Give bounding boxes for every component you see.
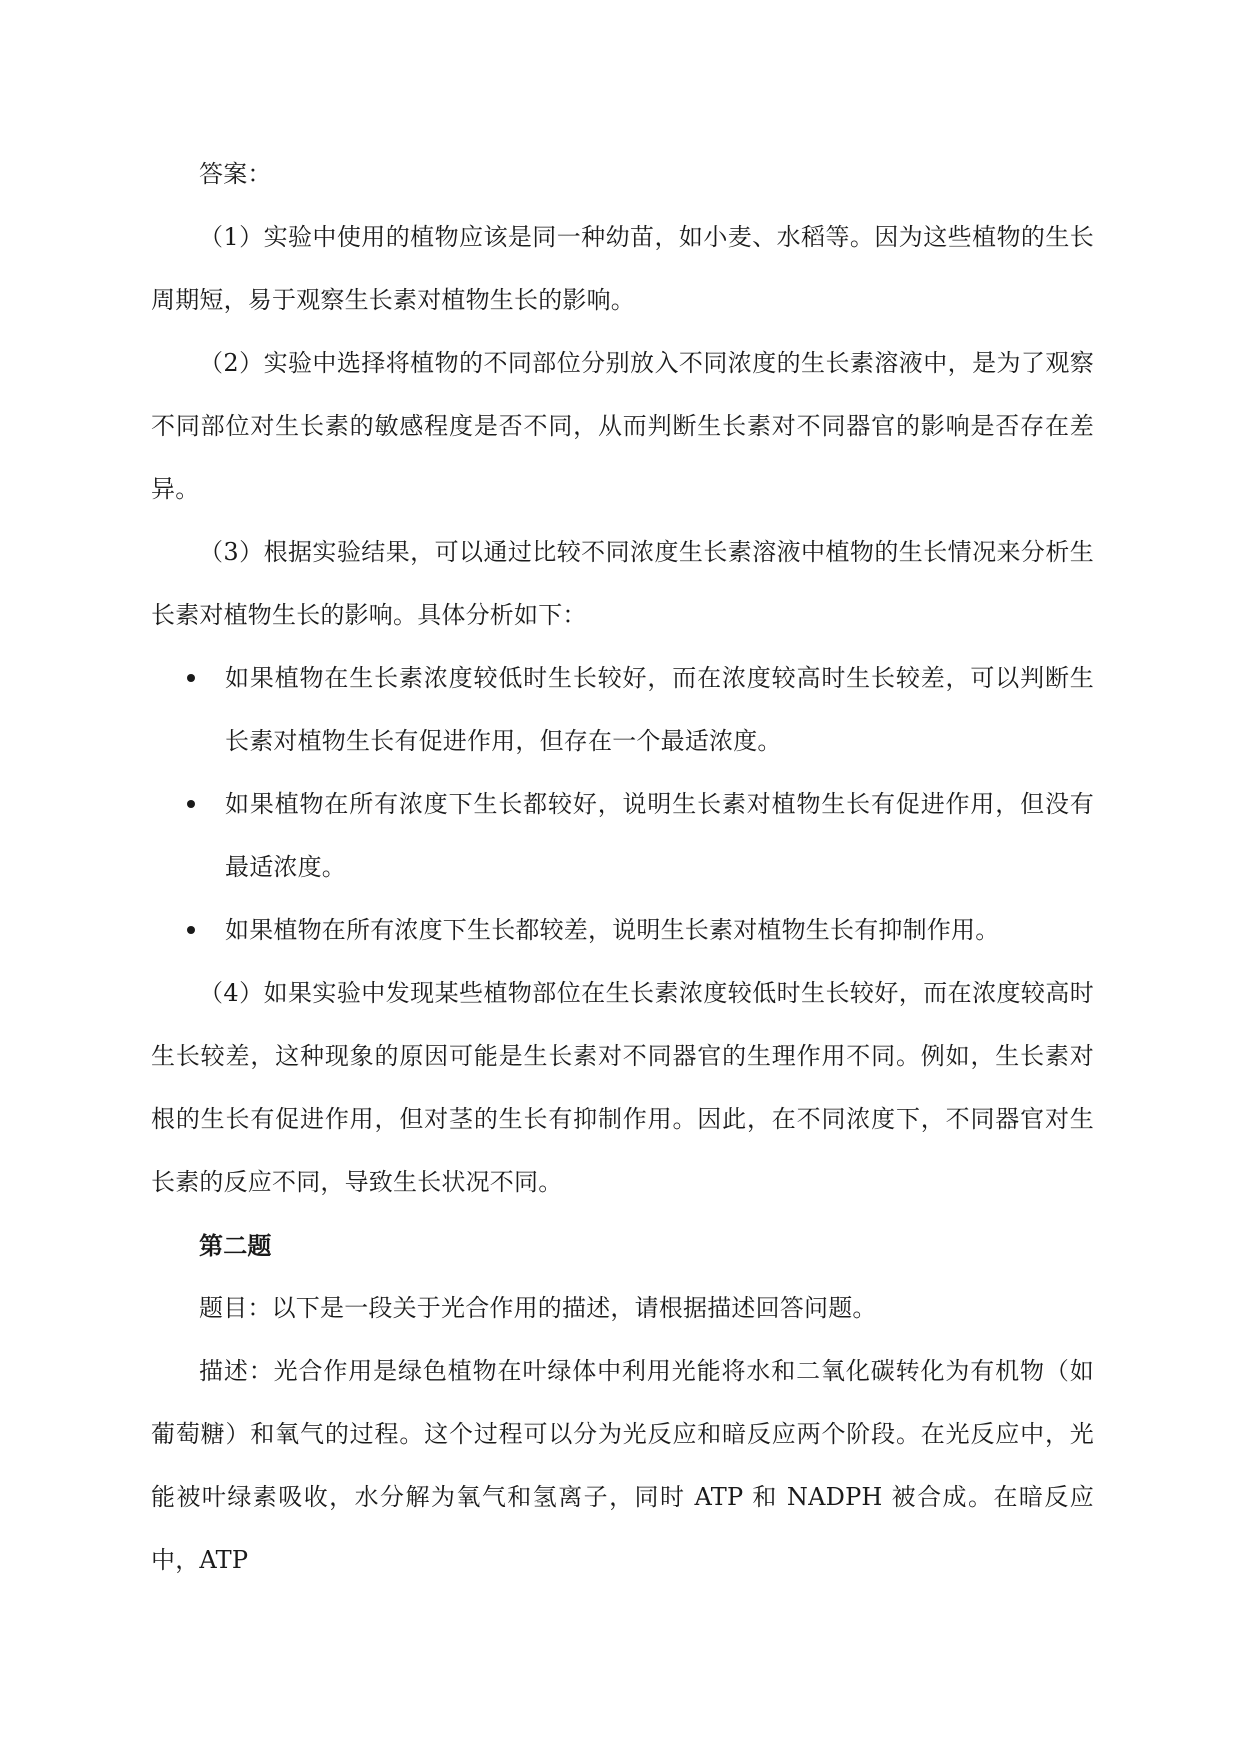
analysis-bullet-text: 如果植物在所有浓度下生长都较差，说明生长素对植物生长有抑制作用。 <box>225 916 1000 944</box>
photosynthesis-description: 描述：光合作用是绿色植物在叶绿体中利用光能将水和二氧化碳转化为有机物（如葡萄糖）和氧气的过程。这个过程可以分为光反应和暗反应两个阶段。在光反应中，光能被叶绿素吸收，水分解为氧气和氢离子，同时 ATP 和 NADPH 被合成。在暗反应中，ATP <box>151 1357 1094 1574</box>
document-body <box>151 143 1094 1592</box>
analysis-bullet-list <box>151 647 1094 962</box>
bullet-dot-icon <box>187 926 195 934</box>
bullet-dot-icon <box>187 674 195 682</box>
answer-label: 答案： <box>199 160 272 188</box>
answer-paragraph-1: （1）实验中使用的植物应该是同一种幼苗，如小麦、水稻等。因为这些植物的生长周期短，易于观察生长素对植物生长的影响。 <box>151 223 1094 314</box>
analysis-bullet-item <box>151 647 1094 773</box>
answer-paragraph-3: （3）根据实验结果，可以通过比较不同浓度生长素溶液中植物的生长情况来分析生长素对植物生长的影响。具体分析如下： <box>151 538 1094 629</box>
answer-paragraph-2: （2）实验中选择将植物的不同部位分别放入不同浓度的生长素溶液中，是为了观察不同部位对生长素的敏感程度是否不同，从而判断生长素对不同器官的影响是否存在差异。 <box>151 349 1094 503</box>
analysis-bullet-item <box>151 773 1094 899</box>
analysis-bullet-item <box>151 899 1094 962</box>
section-2-title: 第二题 <box>199 1231 272 1260</box>
answer-paragraph-4: （4）如果实验中发现某些植物部位在生长素浓度较低时生长较好，而在浓度较高时生长较差，这种现象的原因可能是生长素对不同器官的生理作用不同。例如，生长素对根的生长有促进作用，但对茎的生长有抑制作用。因此，在不同浓度下，不同器官对生长素的反应不同，导致生长状况不同。 <box>151 979 1094 1196</box>
analysis-bullet-text: 如果植物在所有浓度下生长都较好，说明生长素对植物生长有促进作用，但没有最适浓度。 <box>225 790 1094 881</box>
bullet-dot-icon <box>187 800 195 808</box>
question-prompt: 题目：以下是一段关于光合作用的描述，请根据描述回答问题。 <box>199 1294 877 1322</box>
analysis-bullet-text: 如果植物在生长素浓度较低时生长较好，而在浓度较高时生长较差，可以判断生长素对植物生长有促进作用，但存在一个最适浓度。 <box>225 664 1094 755</box>
